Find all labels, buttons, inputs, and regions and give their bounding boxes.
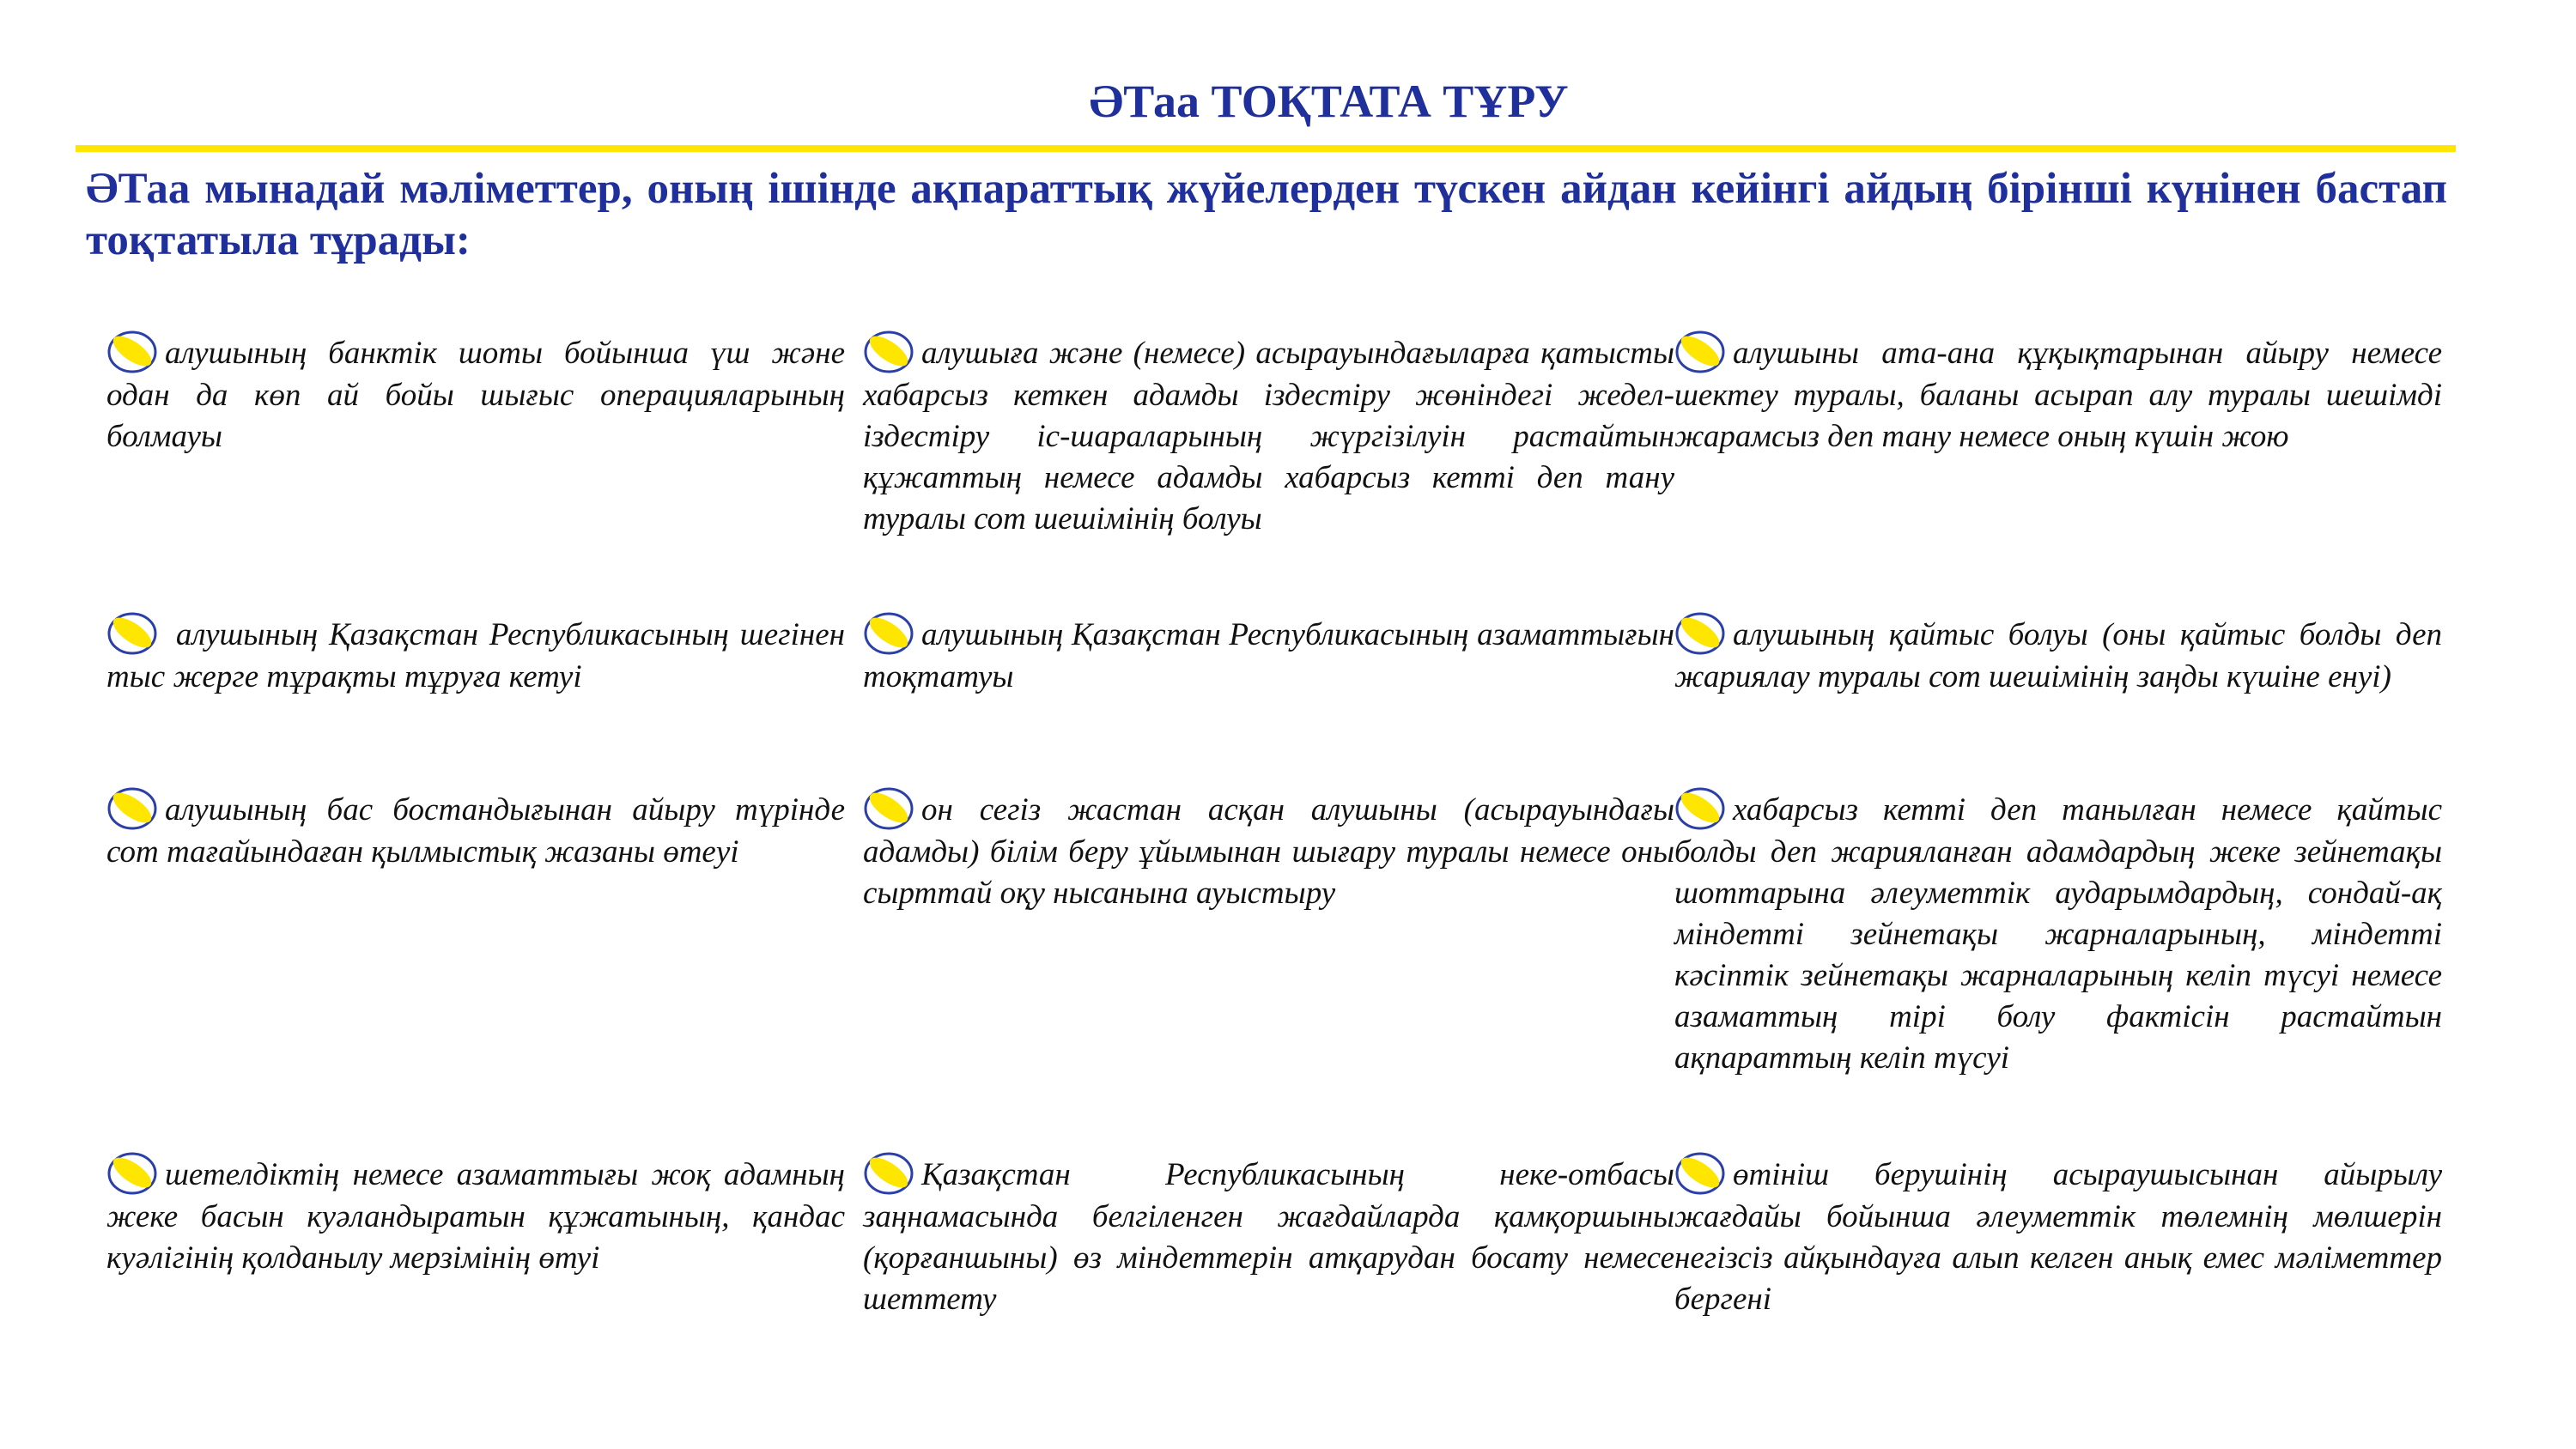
condition-item (106, 329, 845, 458)
condition-text: алушыны ата-ана құқықтарынан айыру немесе шектеу туралы, баланы асырап алу туралы шешімді жарамсыз деп тану немесе оның күшін жою (1674, 336, 2442, 454)
condition-item (1674, 329, 2442, 458)
condition-item (106, 1150, 845, 1279)
condition-text: алушының бас бостандығынан айыру түрінде сот тағайындаған қылмыстық жазаны өтеуі (106, 792, 845, 870)
yellow-oval-bullet-icon (106, 610, 160, 657)
yellow-oval-bullet-icon (863, 329, 916, 375)
condition-text: хабарсыз кетті деп танылған немесе қайтыс болды деп жарияланған адамдардың жеке зейнетақы шоттарына әлеуметтік аударымдардың, сондай-ақ міндетті зейнетақы жарналарының, міндетті кәсіптік зейнетақы жарналарының келіп түсуі немесе азаматтың тірі болу фактісін растайтын ақпараттың келіп түсуі (1674, 792, 2442, 1076)
yellow-oval-bullet-icon (863, 610, 916, 657)
condition-item (1674, 610, 2442, 698)
condition-text: алушының Қазақстан Республикасының шегінен тыс жерге тұрақты тұруға кетуі (106, 617, 845, 694)
yellow-oval-bullet-icon (1674, 785, 1728, 832)
condition-item (106, 610, 845, 698)
page-subtitle: ӘТаа мынадай мәліметтер, оның ішінде ақпараттық жүйелерден түскен айдан кейінгі айдың бірінші күнінен бастап тоқтатыла тұрады: (86, 165, 2447, 264)
condition-item (1674, 785, 2442, 1079)
yellow-oval-bullet-icon (863, 785, 916, 832)
condition-text: алушының қайтыс болуы (оны қайтыс болды деп жариялау туралы сот шешімінің заңды күшіне енуі) (1674, 617, 2442, 694)
condition-item (863, 785, 1674, 914)
condition-text: Қазақстан Республикасының неке-отбасы заңнамасында белгіленген жағдайларда қамқоршыны (қорғаншыны) өз міндеттерін атқарудан босату немесе шеттету (863, 1157, 1674, 1317)
condition-text: алушыға және (немесе) асырауындағыларға қатысты хабарсыз кеткен адамды іздестіру жөніндегі жедел-іздестіру іс-шараларының жүргізілуін растайтын құжаттың немесе адамды хабарсыз кетті деп тану туралы сот шешімінің болуы (863, 336, 1674, 537)
condition-text: он сегіз жастан асқан алушыны (асырауындағы адамды) білім беру ұйымынан шығару туралы немесе оны сырттай оқу нысанына ауыстыру (863, 792, 1674, 911)
yellow-oval-bullet-icon (106, 1150, 160, 1197)
yellow-oval-bullet-icon (1674, 1150, 1728, 1197)
condition-text: алушының Қазақстан Республикасының азаматтығын тоқтатуы (863, 617, 1674, 694)
yellow-oval-bullet-icon (106, 785, 160, 832)
condition-item (863, 1150, 1674, 1320)
condition-item (863, 329, 1674, 540)
condition-item (1674, 1150, 2442, 1320)
condition-item (863, 610, 1674, 698)
title-underline (76, 145, 2456, 152)
yellow-oval-bullet-icon (1674, 610, 1728, 657)
condition-text: шетелдіктің немесе азаматтығы жоқ адамның жеке басын куәландыратын құжатының, қандас куәлігінің қолданылу мерзімінің өтуі (106, 1157, 845, 1276)
condition-item (106, 785, 845, 873)
yellow-oval-bullet-icon (1674, 329, 1728, 375)
page-title: ӘТаа ТОҚТАТА ТҰРУ (1089, 76, 1569, 127)
condition-text: өтініш берушінің асыраушысынан айырылу жағдайы бойынша әлеуметтік төлемнің мөлшерін негізсіз айқындауға алып келген анық емес мәліметтер бергені (1674, 1157, 2442, 1317)
yellow-oval-bullet-icon (106, 329, 160, 375)
condition-text: алушының банктік шоты бойынша үш және одан да көп ай бойы шығыс операцияларының болмауы (106, 336, 845, 454)
yellow-oval-bullet-icon (863, 1150, 916, 1197)
